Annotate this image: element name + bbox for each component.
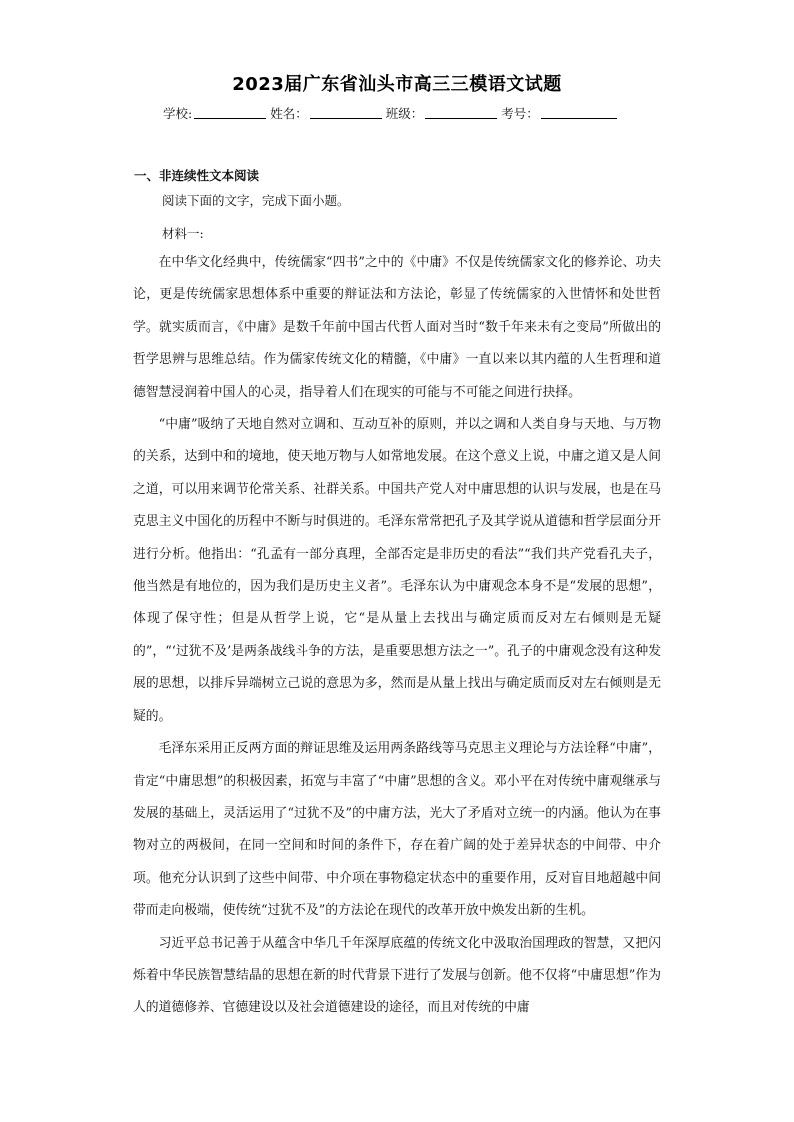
name-blank[interactable]	[310, 118, 382, 119]
material-body	[133, 247, 661, 1025]
paragraph: 习近平总书记善于从蕴含中华几千年深厚底蕴的传统文化中汲取治国理政的智慧，又把闪烁着中华民族智慧结晶的思想在新的时代背景下进行了发展与创新。他不仅将“中庸思想”作为人的道德修养、官德建设以及社会道德建设的途径，而且对传统的中庸	[133, 935, 661, 1016]
section-heading: 一、非连续性文本阅读	[134, 168, 260, 183]
class-label: 班级：	[385, 106, 424, 121]
exam-number-label: 考号：	[501, 106, 539, 121]
material-label: 材料一:	[162, 226, 204, 241]
paragraph: “中庸”吸纳了天地自然对立调和、互动互补的原则，并以之调和人类自身与天地、与万物的关系，达到中和的境地，使天地万物与人如常地发展。在这个意义上说，中庸之道又是人间之道，可以用来调节伦常关系、社群关系。中国共产党人对中庸思想的认识与发展，也是在马克思主义中国化的历程中不断与时俱进的。毛泽东常常把孔子及其学说从道德和哲学层面分开进行分析。他指出：“孔孟有一部分真理，全部否定是非历史的看法”“我们共产党看孔夫子，他当然是有地位的，因为我们是历史主义者”。毛泽东认为中庸观念本身不是“发展的思想”，体现了保守性；但是从哲学上说，它“是从量上去找出与确定质而反对左右倾则是无疑的”，“‘过犹不及’是两条战线斗争的方法，是重要思想方法之一”。孔子的中庸观念没有这种发展的思想，以排斥异端树立己说的意思为多，然而是从量上找出与确定质而反对左右倾则是无疑的。	[133, 417, 661, 724]
school-label: 学校:	[163, 106, 193, 121]
reading-instruction: 阅读下面的文字，完成下面小题。	[162, 193, 350, 208]
paragraph: 毛泽东采用正反两方面的辩证思维及运用两条路线等马克思主义理论与方法诠释“中庸”，肯定“中庸思想”的积极因素，拓宽与丰富了“中庸”思想的含义。邓小平在对传统中庸观继承与发展的基础上，灵活运用了“过犹不及”的中庸方法，光大了矛盾对立统一的内涵。他认为在事物对立的两极间，在同一空间和时间的条件下，存在着广阔的处于差异状态的中间带、中介项。他充分认识到了这些中间带、中介项在事物稳定状态中的重要作用，反对盲目地超越中间带而走向极端，使传统“过犹不及”的方法论在现代的改革开放中焕发出新的生机。	[133, 741, 661, 919]
exam-number-field	[501, 104, 617, 122]
school-blank[interactable]	[194, 118, 266, 119]
name-field	[270, 104, 386, 122]
paragraph: 在中华文化经典中，传统儒家“四书”之中的《中庸》不仅是传统儒家文化的修养论、功夫论，更是传统儒家思想体系中重要的辩证法和方法论，彰显了传统儒家的入世情怀和处世哲学。就实质而言，《中庸》是数千年前中国古代哲人面对当时“数千年来未有之变局”所做出的哲学思辨与思维总结。作为儒家传统文化的精髓，《中庸》一直以来以其内蕴的人生哲理和道德智慧浸润着中国人的心灵，指导着人们在现实的可能与不可能之间进行抉择。	[133, 255, 661, 400]
name-label: 姓名：	[270, 106, 308, 121]
class-blank[interactable]	[425, 118, 497, 119]
exam-number-blank[interactable]	[541, 118, 617, 119]
exam-title: 2023届广东省汕头市高三三模语文试题	[232, 74, 562, 95]
school-field	[163, 104, 270, 122]
student-info-line	[163, 104, 617, 122]
class-field	[386, 104, 502, 122]
